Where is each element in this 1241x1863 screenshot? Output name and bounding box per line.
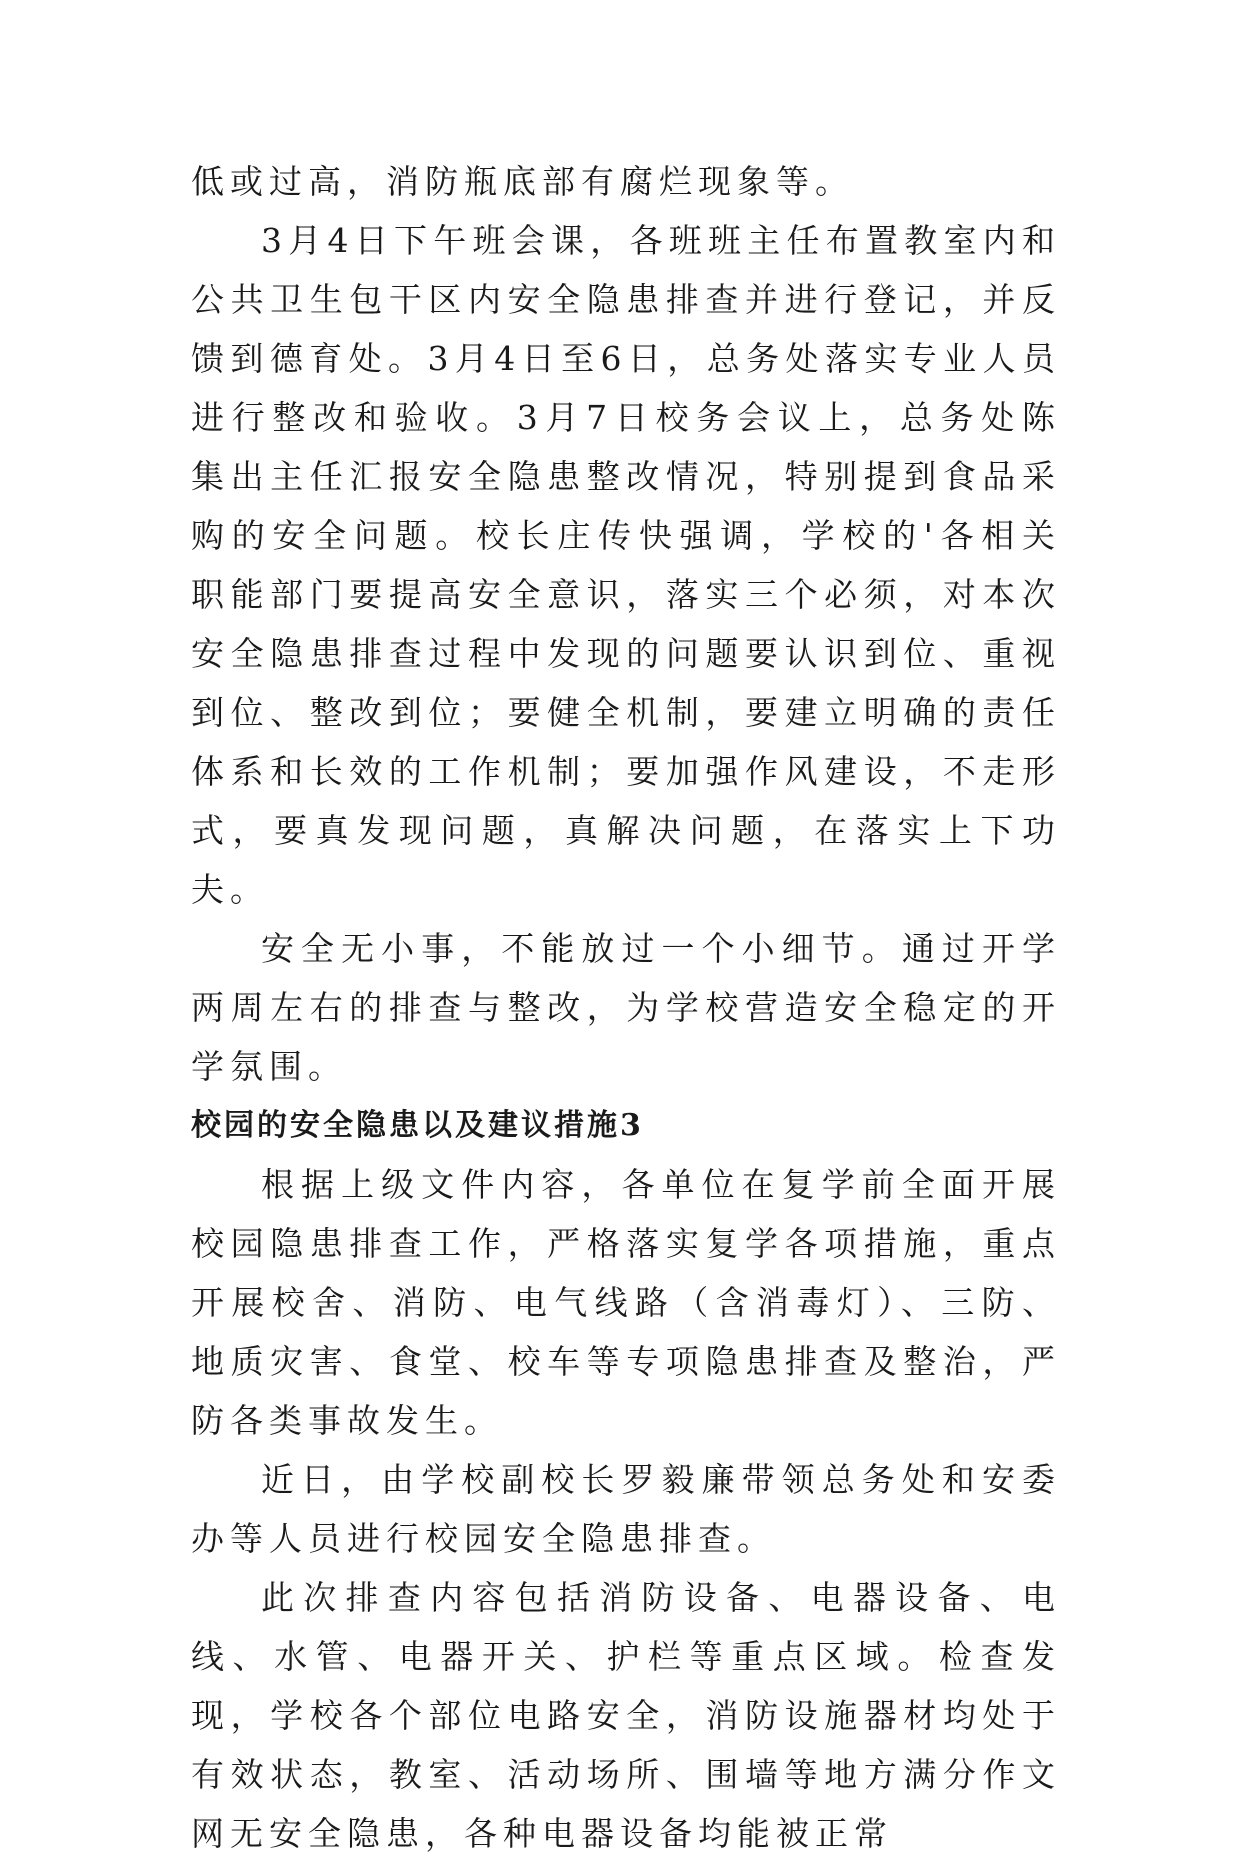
paragraph-inspection-scope: 根据上级文件内容，各单位在复学前全面开展校园隐患排查工作，严格落实复学各项措施，重点开展校舍、消防、电气线路（含消毒灯）、三防、地质灾害、食堂、校车等专项隐患排查及整治，严防各类事故发生。 bbox=[191, 1165, 1061, 1440]
paragraph-safety-summary: 安全无小事，不能放过一个小细节。通过开学两周左右的排查与整改，为学校营造安全稳定的开学氛围。 bbox=[191, 929, 1061, 1086]
document-body bbox=[191, 152, 1061, 1863]
paragraph-inspection-team: 近日，由学校副校长罗毅廉带领总务处和安委办等人员进行校园安全隐患排查。 bbox=[191, 1460, 1061, 1558]
paragraph-rectification-report: 3月4日下午班会课，各班班主任布置教室内和公共卫生包干区内安全隐患排查并进行登记，并反馈到德育处。3月4日至6日，总务处落实专业人员进行整改和验收。3月7日校务会议上，总务处陈集出主任汇报安全隐患整改情况，特别提到食品采购的安全问题。校长庄传快强调，学校的'各相关职能部门要提高安全意识，落实三个必须，对本次安全隐患排查过程中发现的问题要认识到位、重视到位、整改到位；要健全机制，要建立明确的责任体系和长效的工作机制；要加强作风建设，不走形式，要真发现问题，真解决问题，在落实上下功夫。 bbox=[191, 221, 1061, 909]
paragraph-continuation: 低或过高，消防瓶底部有腐烂现象等。 bbox=[191, 162, 854, 201]
section-heading: 校园的安全隐患以及建议措施3 bbox=[191, 1108, 644, 1143]
paragraph-inspection-findings: 此次排查内容包括消防设备、电器设备、电线、水管、电器开关、护栏等重点区域。检查发现，学校各个部位电路安全，消防设施器材均处于有效状态，教室、活动场所、围墙等地方满分作文网无安全隐患，各种电器设备均能被正常 bbox=[191, 1578, 1061, 1853]
